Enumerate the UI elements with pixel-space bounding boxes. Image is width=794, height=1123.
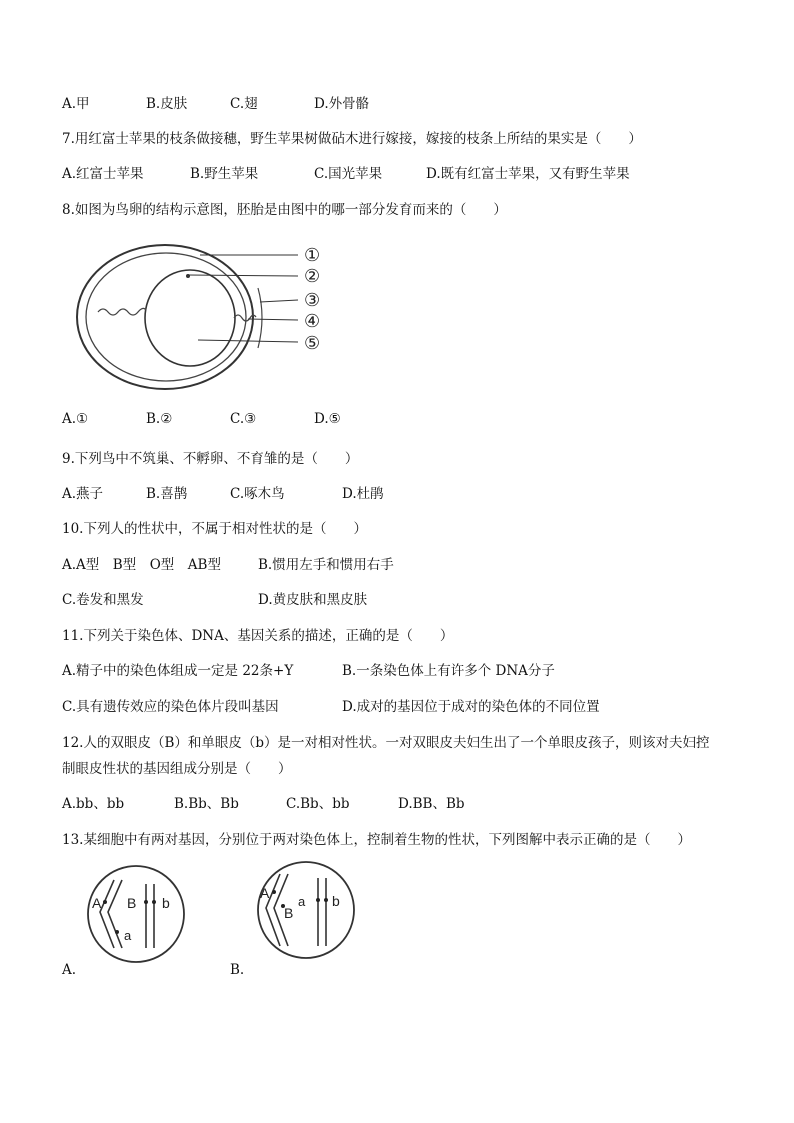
chromosome-diagram-b — [252, 858, 362, 962]
q11-option-b: B.一条染色体上有许多个 DNA分子 — [342, 663, 555, 679]
gene-label-b-B: B — [284, 905, 294, 921]
gene-marker-b3 — [316, 898, 320, 902]
gene-marker-b1 — [272, 890, 276, 894]
q9-option-b: B.喜鹊 — [146, 486, 188, 502]
q13-option-a: A. — [62, 962, 77, 978]
leader-line-4 — [248, 319, 298, 320]
q12-option-a: A.bb、bb — [62, 796, 125, 812]
bird-egg-diagram — [70, 232, 360, 402]
egg-label-5: ⑤ — [304, 333, 321, 353]
q10-option-a: A.A型 B型 O型 AB型 — [62, 557, 221, 573]
q11-option-a: A.精子中的染色体组成一定是 22条+Y — [62, 663, 294, 679]
q7-stem: 7.用红富士苹果的枝条做接穗，野生苹果树做砧木进行嫁接，嫁接的枝条上所结的果实是（ ） — [62, 131, 642, 147]
q8-stem: 8.如图为鸟卵的结构示意图，胚胎是由图中的哪一部分发育而来的（ ） — [62, 202, 507, 218]
chromosome-diagram-a — [84, 862, 194, 966]
q12-stem-line2: 制眼皮性状的基因组成分别是（ ） — [62, 761, 292, 777]
gene-label-a-a: a — [124, 928, 132, 943]
q6-option-a: A.甲 — [62, 96, 90, 112]
egg-label-3: ③ — [304, 290, 321, 310]
gene-label-a-A: A — [92, 895, 102, 911]
q9-stem: 9.下列鸟中不筑巢、不孵卵、不育雏的是（ ） — [62, 451, 359, 467]
gene-marker-a2 — [115, 930, 119, 934]
gene-label-b-A: A — [260, 885, 270, 901]
air-cell-line — [258, 288, 262, 348]
chromosome-a1 — [100, 880, 114, 948]
gene-marker-b4 — [324, 898, 328, 902]
q11-option-c: C.具有遗传效应的染色体片段叫基因 — [62, 699, 279, 715]
cell-outline-a — [88, 866, 184, 962]
q11-stem: 11.下列关于染色体、DNA、基因关系的描述，正确的是（ ） — [62, 628, 454, 644]
q10-option-c: C.卷发和黑发 — [62, 592, 144, 608]
q10-option-d: D.黄皮肤和黑皮肤 — [258, 592, 368, 608]
q13-option-b: B. — [230, 962, 245, 978]
egg-shell-outline — [77, 245, 253, 389]
q10-option-b: B.惯用左手和惯用右手 — [258, 557, 394, 573]
egg-membrane-outline — [86, 253, 246, 381]
q7-option-c: C.国光苹果 — [314, 166, 383, 182]
egg-yolk-outline — [145, 270, 235, 366]
q8-option-a: A.① — [62, 411, 89, 427]
gene-label-a-b: b — [162, 895, 170, 911]
q12-option-c: C.Bb、bb — [286, 796, 350, 812]
q9-option-c: C.啄木鸟 — [230, 486, 285, 502]
q7-option-d: D.既有红富士苹果，又有野生苹果 — [426, 166, 630, 182]
q8-option-d: D.⑤ — [314, 411, 341, 427]
egg-label-1: ① — [304, 245, 321, 265]
q6-option-d: D.外骨骼 — [314, 96, 370, 112]
leader-line-3 — [260, 300, 298, 302]
egg-label-4: ④ — [304, 311, 321, 331]
q10-stem: 10.下列人的性状中，不属于相对性状的是（ ） — [62, 521, 367, 537]
q12-option-d: D.BB、Bb — [398, 796, 465, 812]
gene-label-b-a: a — [298, 894, 306, 909]
egg-label-2: ② — [304, 266, 321, 286]
gene-marker-a1 — [103, 900, 107, 904]
q6-option-b: B.皮肤 — [146, 96, 188, 112]
leader-line-2 — [188, 275, 298, 276]
cell-outline-b — [258, 862, 354, 958]
q6-option-c: C.翅 — [230, 96, 258, 112]
q7-option-b: B.野生苹果 — [190, 166, 259, 182]
gene-label-b-b: b — [332, 893, 340, 909]
q12-option-b: B.Bb、Bb — [174, 796, 239, 812]
gene-marker-a4 — [152, 900, 156, 904]
q9-option-a: A.燕子 — [62, 486, 104, 502]
q9-option-d: D.杜鹃 — [342, 486, 384, 502]
gene-label-a-B: B — [127, 895, 137, 911]
q7-option-a: A.红富士苹果 — [62, 166, 144, 182]
q8-option-b: B.② — [146, 411, 173, 427]
q8-option-c: C.③ — [230, 411, 257, 427]
q11-option-d: D.成对的基因位于成对的染色体的不同位置 — [342, 699, 600, 715]
q13-stem: 13.某细胞中有两对基因，分别位于两对染色体上，控制着生物的性状，下列图解中表示正确的是（ ） — [62, 832, 691, 848]
chalaza-left — [98, 308, 146, 315]
q12-stem-line1: 12.人的双眼皮（B）和单眼皮（b）是一对相对性状。一对双眼皮夫妇生出了一个单眼皮孩子，则该对夫妇控 — [62, 735, 710, 751]
gene-marker-a3 — [144, 900, 148, 904]
